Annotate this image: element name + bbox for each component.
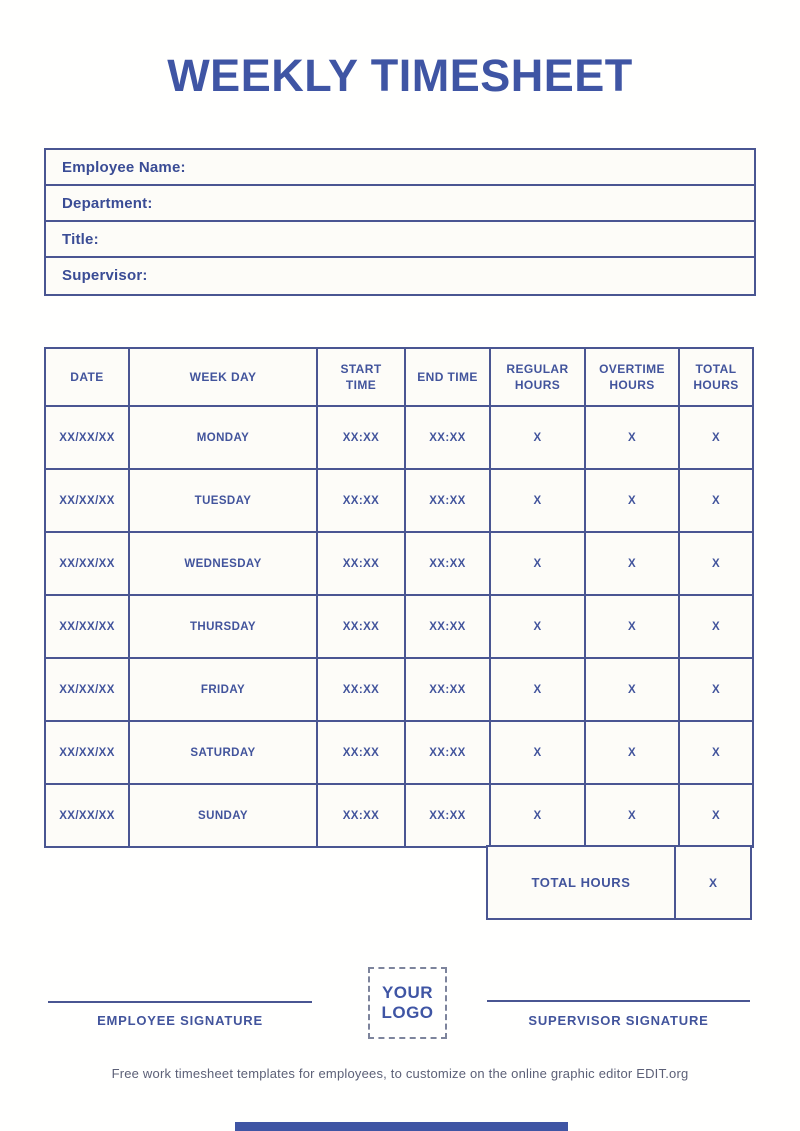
regular-hours-cell: X	[490, 469, 585, 532]
total-hours-cell: X	[679, 784, 753, 847]
overtime-hours-cell: X	[585, 469, 679, 532]
bottom-accent-bar	[235, 1122, 568, 1131]
column-header-weekday: WEEK DAY	[129, 348, 317, 406]
weekday-cell: SUNDAY	[129, 784, 317, 847]
total-hours-cell: X	[679, 532, 753, 595]
date-cell: XX/XX/XX	[45, 658, 129, 721]
date-cell: XX/XX/XX	[45, 595, 129, 658]
column-header-date: DATE	[45, 348, 129, 406]
regular-hours-cell: X	[490, 532, 585, 595]
timesheet-row-thursday	[45, 595, 753, 658]
total-hours-summary	[486, 845, 752, 920]
timesheet-row-sunday	[45, 784, 753, 847]
employee-info-box	[44, 148, 756, 296]
total-hours-cell: X	[679, 721, 753, 784]
date-cell: XX/XX/XX	[45, 721, 129, 784]
page-title: WEEKLY TIMESHEET	[167, 50, 633, 101]
timesheet-table	[44, 347, 754, 848]
total-hours-label: TOTAL HOURS	[486, 845, 676, 920]
column-header-end-time: END TIME	[405, 348, 490, 406]
logo-text	[381, 983, 433, 1022]
timesheet-row-friday	[45, 658, 753, 721]
column-header-overtime-hours: OVERTIME HOURS	[585, 348, 679, 406]
overtime-hours-cell: X	[585, 721, 679, 784]
overtime-hours-cell: X	[585, 595, 679, 658]
overtime-hours-cell: X	[585, 784, 679, 847]
date-cell: XX/XX/XX	[45, 469, 129, 532]
title-field: Title:	[46, 222, 754, 258]
timesheet-row-wednesday	[45, 532, 753, 595]
regular-hours-cell: X	[490, 406, 585, 469]
regular-hours-cell: X	[490, 784, 585, 847]
logo-line1: YOUR	[381, 983, 434, 1003]
employee-name-field: Employee Name:	[46, 150, 754, 186]
timesheet-row-monday	[45, 406, 753, 469]
date-cell: XX/XX/XX	[45, 784, 129, 847]
start-time-cell: XX:XX	[317, 658, 405, 721]
end-time-cell: XX:XX	[405, 658, 490, 721]
regular-hours-cell: X	[490, 658, 585, 721]
total-hours-cell: X	[679, 595, 753, 658]
total-hours-cell: X	[679, 469, 753, 532]
employee-signature-line	[48, 1001, 312, 1003]
logo-line2: LOGO	[381, 1003, 434, 1022]
end-time-cell: XX:XX	[405, 721, 490, 784]
employee-signature-label: EMPLOYEE SIGNATURE	[97, 1013, 263, 1028]
timesheet-row-saturday	[45, 721, 753, 784]
supervisor-signature-label: SUPERVISOR SIGNATURE	[528, 1013, 709, 1028]
start-time-cell: XX:XX	[317, 721, 405, 784]
start-time-cell: XX:XX	[317, 469, 405, 532]
total-hours-value: X	[676, 845, 752, 920]
department-field: Department:	[46, 186, 754, 222]
timesheet-row-tuesday	[45, 469, 753, 532]
column-header-regular-hours: REGULAR HOURS	[490, 348, 585, 406]
start-time-cell: XX:XX	[317, 595, 405, 658]
weekday-cell: THURSDAY	[129, 595, 317, 658]
weekday-cell: MONDAY	[129, 406, 317, 469]
end-time-cell: XX:XX	[405, 406, 490, 469]
regular-hours-cell: X	[490, 595, 585, 658]
supervisor-signature-line	[487, 1000, 750, 1002]
date-cell: XX/XX/XX	[45, 406, 129, 469]
overtime-hours-cell: X	[585, 532, 679, 595]
end-time-cell: XX:XX	[405, 532, 490, 595]
weekday-cell: WEDNESDAY	[129, 532, 317, 595]
start-time-cell: XX:XX	[317, 532, 405, 595]
date-cell: XX/XX/XX	[45, 532, 129, 595]
column-header-start-time: START TIME	[317, 348, 405, 406]
total-hours-cell: X	[679, 658, 753, 721]
column-header-total-hours: TOTAL HOURS	[679, 348, 753, 406]
logo-placeholder	[368, 967, 447, 1039]
regular-hours-cell: X	[490, 721, 585, 784]
header-row	[45, 348, 753, 406]
overtime-hours-cell: X	[585, 406, 679, 469]
end-time-cell: XX:XX	[405, 784, 490, 847]
weekday-cell: SATURDAY	[129, 721, 317, 784]
weekday-cell: TUESDAY	[129, 469, 317, 532]
supervisor-field: Supervisor:	[62, 267, 148, 284]
overtime-hours-cell: X	[585, 658, 679, 721]
footer-credit-text: Free work timesheet templates for employees, to customize on the online graphic editor EDIT.org	[111, 1066, 689, 1081]
total-hours-cell: X	[679, 406, 753, 469]
start-time-cell: XX:XX	[317, 406, 405, 469]
weekday-cell: FRIDAY	[129, 658, 317, 721]
end-time-cell: XX:XX	[405, 469, 490, 532]
end-time-cell: XX:XX	[405, 595, 490, 658]
start-time-cell: XX:XX	[317, 784, 405, 847]
